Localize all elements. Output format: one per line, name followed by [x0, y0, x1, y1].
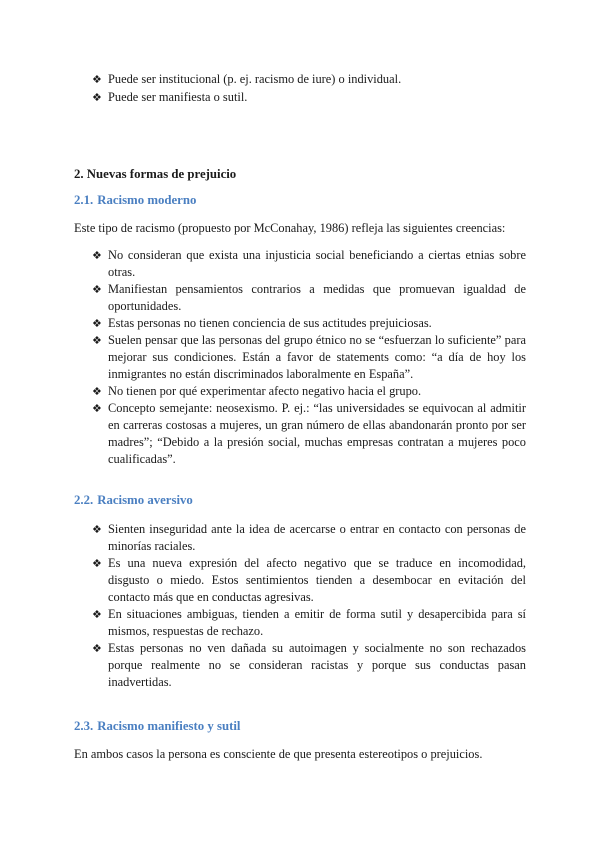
diamond-bullet-icon: ❖: [92, 91, 102, 104]
diamond-bullet-icon: ❖: [92, 385, 102, 398]
section-heading: 2. Nuevas formas de prejuicio: [74, 167, 237, 181]
diamond-bullet-icon: ❖: [92, 642, 102, 655]
list-item: ❖ Es una nueva expresión del afecto negativo que se traduce en incomodidad, disgusto o miedo. Estos sentimientos tienden a desembocar en evitación del contacto más que en conductas agresivas.: [92, 556, 526, 604]
diamond-bullet-icon: ❖: [92, 608, 102, 621]
list-item: ❖ En situaciones ambiguas, tienden a emitir de forma sutil y desapercibida para sí mismos, respuestas de rechazo.: [92, 607, 526, 638]
diamond-bullet-icon: ❖: [92, 523, 102, 536]
racismo-moderno-list: [74, 247, 526, 468]
intro-paragraph: Este tipo de racismo (propuesto por McConahay, 1986) refleja las siguientes creencias:: [74, 221, 506, 235]
diamond-bullet-icon: ❖: [92, 402, 102, 415]
list-item: ❖ Estas personas no ven dañada su autoimagen y socialmente no son rechazados porque realmente no se consideran racistas y porque sus conductas pasan inadvertidas.: [92, 641, 526, 689]
list-item: ❖ Concepto semejante: neosexismo. P. ej.: “las universidades se equivocan al admitir en carreras costosas a mujeres, un gran número de ellas abandonarán pronto por ser madres”; “Debido a la presión social, muchas empresas contratan a mujeres poco cualificadas”.: [92, 401, 526, 466]
subsection-heading-2-3: 2.3. Racismo manifiesto y sutil: [74, 719, 241, 733]
list-item: ❖ Sienten inseguridad ante la idea de acercarse o entrar en contacto con personas de minorías raciales.: [92, 522, 526, 553]
list-item: ❖ No tienen por qué experimentar afecto negativo hacia el grupo.: [92, 384, 422, 398]
subsection-heading-2-1: 2.1. Racismo moderno: [74, 193, 197, 207]
list-item: ❖ Puede ser manifiesta o sutil.: [92, 90, 248, 104]
subsection-heading-2-2: 2.2. Racismo aversivo: [74, 493, 193, 507]
closing-paragraph: En ambos casos la persona es consciente de que presenta estereotipos o prejuicios.: [74, 747, 483, 761]
racismo-aversivo-list: [74, 521, 526, 691]
diamond-bullet-icon: ❖: [92, 334, 102, 347]
list-item: ❖ Puede ser institucional (p. ej. racismo de iure) o individual.: [92, 72, 402, 86]
top-bullet-list: [74, 71, 526, 107]
list-item: ❖ Manifiestan pensamientos contrarios a medidas que promuevan igualdad de oportunidades.: [92, 282, 526, 313]
diamond-bullet-icon: ❖: [92, 557, 102, 570]
list-item: ❖ Estas personas no tienen conciencia de sus actitudes prejuiciosas.: [92, 316, 432, 330]
diamond-bullet-icon: ❖: [92, 73, 102, 86]
diamond-bullet-icon: ❖: [92, 317, 102, 330]
list-item: ❖ Suelen pensar que las personas del grupo étnico no se “esfuerzan lo suficiente” para mejorar sus condiciones. Están a favor de statements como: “a día de hoy los inmigrantes no están discriminados laboralmente en España”.: [92, 333, 526, 381]
diamond-bullet-icon: ❖: [92, 249, 102, 262]
list-item: ❖ No consideran que exista una injusticia social beneficiando a ciertas etnias sobre otras.: [92, 248, 526, 279]
diamond-bullet-icon: ❖: [92, 283, 102, 296]
